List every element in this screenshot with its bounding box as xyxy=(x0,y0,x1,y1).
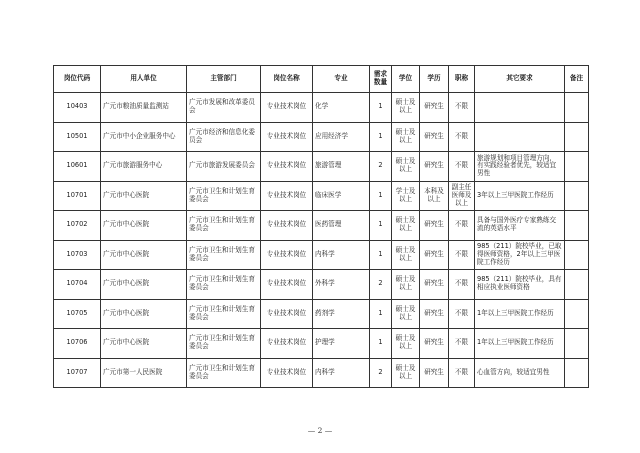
cell-major: 药剂学 xyxy=(313,299,370,329)
cell-other-requirements: 3年以上三甲医院工作经历 xyxy=(475,181,565,211)
cell-other-requirements: 985（211）院校毕业，具有相应执业医师资格 xyxy=(475,270,565,300)
cell-remarks xyxy=(565,152,589,182)
cell-supervising-dept: 广元市卫生和计划生育委员会 xyxy=(187,211,261,241)
table-row xyxy=(54,211,589,241)
table-row xyxy=(54,240,589,270)
cell-title: 不限 xyxy=(449,122,475,152)
cell-title: 不限 xyxy=(449,299,475,329)
cell-title: 不限 xyxy=(449,211,475,241)
cell-position-name: 专业技术岗位 xyxy=(261,122,313,152)
cell-major: 外科学 xyxy=(313,270,370,300)
cell-position-code: 10701 xyxy=(54,181,101,211)
cell-title: 副主任医师及以上 xyxy=(449,181,475,211)
cell-remarks xyxy=(565,181,589,211)
cell-supervising-dept: 广元市卫生和计划生育委员会 xyxy=(187,181,261,211)
cell-title: 不限 xyxy=(449,358,475,388)
cell-remarks xyxy=(565,358,589,388)
header-degree: 学位 xyxy=(392,66,420,93)
cell-other-requirements: 心血管方向，较适宜男性 xyxy=(475,358,565,388)
cell-other-requirements: 旅游规划和项目管理方向，有实践经验者优先，较适宜男性 xyxy=(475,152,565,182)
cell-supervising-dept: 广元市卫生和计划生育委员会 xyxy=(187,329,261,359)
cell-supervising-dept: 广元市卫生和计划生育委员会 xyxy=(187,270,261,300)
cell-position-code: 10501 xyxy=(54,122,101,152)
cell-position-name: 专业技术岗位 xyxy=(261,329,313,359)
table-header-row xyxy=(54,66,589,93)
cell-position-code: 10403 xyxy=(54,93,101,123)
cell-remarks xyxy=(565,240,589,270)
cell-degree: 硕士及以上 xyxy=(392,299,420,329)
table-row xyxy=(54,358,589,388)
cell-position-name: 专业技术岗位 xyxy=(261,211,313,241)
cell-position-code: 10601 xyxy=(54,152,101,182)
cell-supervising-dept: 广元市发展和改革委员会 xyxy=(187,93,261,123)
cell-position-name: 专业技术岗位 xyxy=(261,152,313,182)
cell-employer: 广元市旅游服务中心 xyxy=(101,152,187,182)
table-row xyxy=(54,329,589,359)
header-position-code: 岗位代码 xyxy=(54,66,101,93)
cell-remarks xyxy=(565,299,589,329)
header-remarks: 备注 xyxy=(565,66,589,93)
cell-education: 研究生 xyxy=(420,211,449,241)
header-quantity: 需求 数量 xyxy=(370,66,392,93)
cell-degree: 硕士及以上 xyxy=(392,329,420,359)
cell-major: 内科学 xyxy=(313,240,370,270)
table-row xyxy=(54,122,589,152)
cell-supervising-dept: 广元市经济和信息化委员会 xyxy=(187,122,261,152)
cell-remarks xyxy=(565,93,589,123)
cell-major: 护理学 xyxy=(313,329,370,359)
cell-degree: 硕士及以上 xyxy=(392,211,420,241)
header-education: 学历 xyxy=(420,66,449,93)
cell-education: 研究生 xyxy=(420,329,449,359)
cell-other-requirements xyxy=(475,122,565,152)
cell-education: 研究生 xyxy=(420,122,449,152)
cell-other-requirements: 具备与国外医疗专家熟练交流的英语水平 xyxy=(475,211,565,241)
cell-education: 研究生 xyxy=(420,358,449,388)
cell-education: 研究生 xyxy=(420,152,449,182)
cell-major: 化学 xyxy=(313,93,370,123)
cell-other-requirements: 1年以上三甲医院工作经历 xyxy=(475,299,565,329)
cell-major: 应用经济学 xyxy=(313,122,370,152)
table-row xyxy=(54,299,589,329)
cell-quantity: 1 xyxy=(370,122,392,152)
cell-title: 不限 xyxy=(449,329,475,359)
cell-quantity: 2 xyxy=(370,358,392,388)
cell-supervising-dept: 广元市卫生和计划生育委员会 xyxy=(187,299,261,329)
cell-position-name: 专业技术岗位 xyxy=(261,358,313,388)
page-number: — 2 — xyxy=(307,426,333,435)
cell-quantity: 2 xyxy=(370,270,392,300)
cell-employer: 广元市中心医院 xyxy=(101,299,187,329)
cell-position-name: 专业技术岗位 xyxy=(261,93,313,123)
cell-quantity: 1 xyxy=(370,181,392,211)
cell-education: 研究生 xyxy=(420,240,449,270)
cell-supervising-dept: 广元市旅游发展委员会 xyxy=(187,152,261,182)
cell-employer: 广元市中心医院 xyxy=(101,240,187,270)
header-other-requirements: 其它要求 xyxy=(475,66,565,93)
cell-quantity: 1 xyxy=(370,93,392,123)
cell-position-code: 10706 xyxy=(54,329,101,359)
cell-position-name: 专业技术岗位 xyxy=(261,270,313,300)
cell-quantity: 1 xyxy=(370,240,392,270)
cell-position-code: 10702 xyxy=(54,211,101,241)
header-employer: 用人单位 xyxy=(101,66,187,93)
job-positions-table xyxy=(53,65,589,388)
table-row xyxy=(54,152,589,182)
cell-position-code: 10703 xyxy=(54,240,101,270)
cell-other-requirements: 1年以上三甲医院工作经历 xyxy=(475,329,565,359)
cell-remarks xyxy=(565,329,589,359)
cell-quantity: 1 xyxy=(370,211,392,241)
cell-employer: 广元市中心医院 xyxy=(101,211,187,241)
table-row xyxy=(54,93,589,123)
cell-major: 临床医学 xyxy=(313,181,370,211)
cell-education: 研究生 xyxy=(420,93,449,123)
cell-other-requirements xyxy=(475,93,565,123)
cell-employer: 广元市中心医院 xyxy=(101,181,187,211)
cell-education: 本科及以上 xyxy=(420,181,449,211)
cell-quantity: 1 xyxy=(370,299,392,329)
cell-education: 研究生 xyxy=(420,270,449,300)
cell-remarks xyxy=(565,122,589,152)
cell-title: 不限 xyxy=(449,240,475,270)
header-major: 专业 xyxy=(313,66,370,93)
cell-remarks xyxy=(565,270,589,300)
cell-employer: 广元市粮油质量监测站 xyxy=(101,93,187,123)
cell-position-name: 专业技术岗位 xyxy=(261,240,313,270)
header-supervising-dept: 主管部门 xyxy=(187,66,261,93)
cell-position-name: 专业技术岗位 xyxy=(261,181,313,211)
cell-position-code: 10705 xyxy=(54,299,101,329)
cell-degree: 学士及以上 xyxy=(392,181,420,211)
cell-supervising-dept: 广元市卫生和计划生育委员会 xyxy=(187,240,261,270)
cell-title: 不限 xyxy=(449,270,475,300)
cell-employer: 广元市中心医院 xyxy=(101,270,187,300)
cell-major: 旅游管理 xyxy=(313,152,370,182)
table-body xyxy=(54,93,589,388)
cell-title: 不限 xyxy=(449,152,475,182)
cell-position-name: 专业技术岗位 xyxy=(261,299,313,329)
cell-degree: 硕士及以上 xyxy=(392,240,420,270)
cell-degree: 硕士及以上 xyxy=(392,122,420,152)
cell-education: 研究生 xyxy=(420,299,449,329)
cell-employer: 广元市第一人民医院 xyxy=(101,358,187,388)
header-position-name: 岗位名称 xyxy=(261,66,313,93)
cell-degree: 硕士及以上 xyxy=(392,358,420,388)
job-positions-table-container xyxy=(53,65,588,388)
cell-supervising-dept: 广元市卫生和计划生育委员会 xyxy=(187,358,261,388)
cell-other-requirements: 985（211）院校毕业，已取得医师资格，2年以上三甲医院工作经历 xyxy=(475,240,565,270)
cell-employer: 广元市中小企业服务中心 xyxy=(101,122,187,152)
table-row xyxy=(54,270,589,300)
cell-employer: 广元市中心医院 xyxy=(101,329,187,359)
cell-major: 医药管理 xyxy=(313,211,370,241)
cell-degree: 硕士及以上 xyxy=(392,152,420,182)
cell-major: 内科学 xyxy=(313,358,370,388)
table-row xyxy=(54,181,589,211)
cell-remarks xyxy=(565,211,589,241)
cell-position-code: 10704 xyxy=(54,270,101,300)
cell-title: 不限 xyxy=(449,93,475,123)
cell-degree: 硕士及以上 xyxy=(392,93,420,123)
cell-quantity: 2 xyxy=(370,152,392,182)
cell-degree: 硕士及以上 xyxy=(392,270,420,300)
cell-position-code: 10707 xyxy=(54,358,101,388)
header-title: 职称 xyxy=(449,66,475,93)
cell-quantity: 1 xyxy=(370,329,392,359)
